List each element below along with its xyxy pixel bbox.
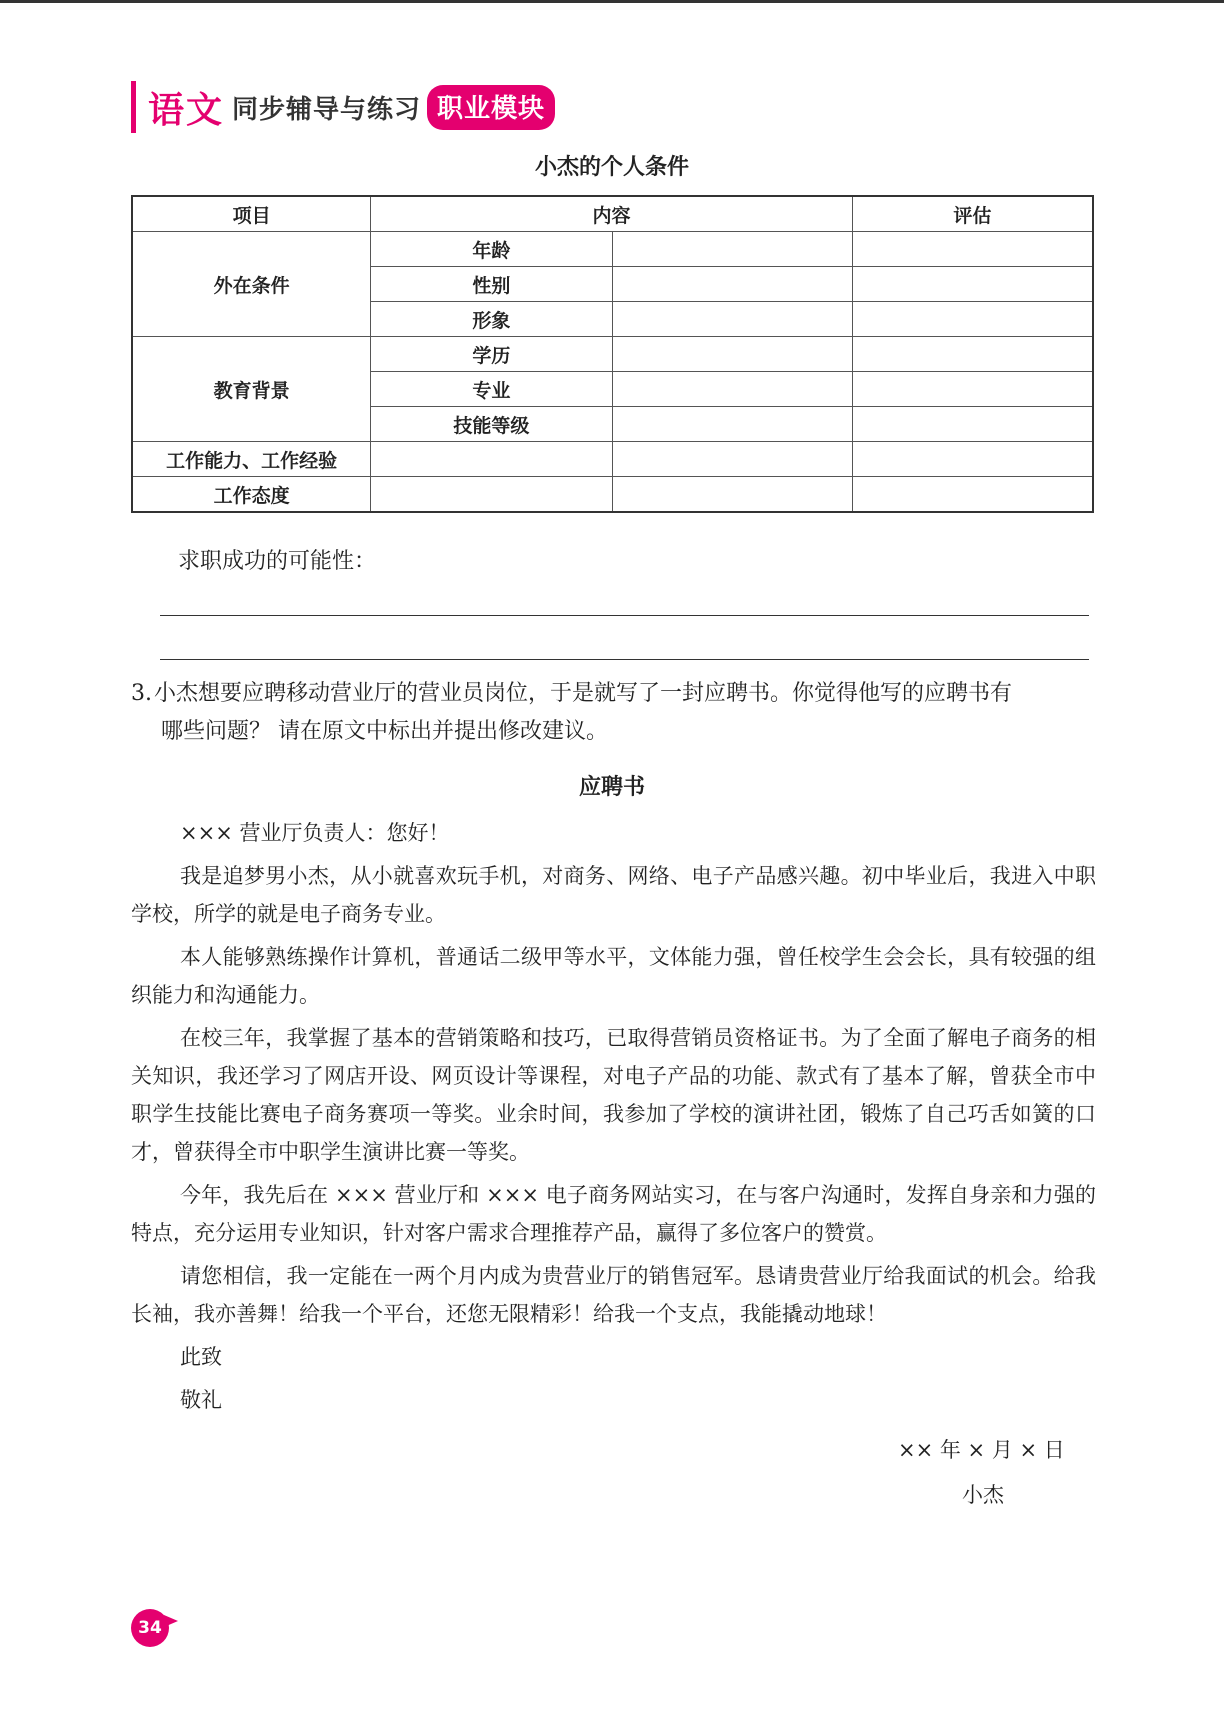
blank-cell [612, 372, 852, 407]
letter-paragraph: 本人能够熟练操作计算机，普通话二级甲等水平，文体能力强，曾任校学生会会长，具有较强的组织能力和沟通能力。 [131, 945, 1096, 1007]
question-line-2: 哪些问题？ 请在原文中标出并提出修改建议。 [161, 719, 608, 744]
category-cell: 工作态度 [132, 477, 371, 513]
evaluation-cell [852, 372, 1093, 407]
header-subject: 语文 [148, 89, 225, 131]
letter-signature: 小杰 [962, 1483, 1004, 1507]
item-cell: 技能等级 [371, 407, 612, 442]
question-3 [131, 675, 1096, 751]
header-evaluation: 评估 [852, 196, 1093, 232]
letter-paragraph: 我是追梦男小杰，从小就喜欢玩手机，对商务、网络、电子产品感兴趣。初中毕业后，我进入中职学校，所学的就是电子商务专业。 [131, 864, 1096, 926]
blank-cell [612, 442, 852, 477]
success-prompt: 求职成功的可能性： [178, 549, 377, 574]
table-row [132, 232, 1093, 267]
letter-closing-1: 此致 [180, 1345, 222, 1369]
letter-salutation: ××× 营业厅负责人：您好！ [180, 821, 450, 845]
answer-line-1[interactable] [160, 615, 1089, 616]
item-cell: 形象 [371, 302, 612, 337]
evaluation-cell [852, 337, 1093, 372]
evaluation-cell [852, 267, 1093, 302]
header-item: 项目 [132, 196, 371, 232]
question-number: 3. [131, 681, 152, 706]
question-line-1 [131, 675, 1096, 713]
blank-cell [371, 442, 612, 477]
letter-date: ×× 年 × 月 × 日 [898, 1438, 1065, 1462]
blank-cell [612, 407, 852, 442]
application-letter [131, 814, 1096, 1424]
table-row [132, 477, 1093, 513]
question-text: 小杰想要应聘移动营业厅的营业员岗位，于是就写了一封应聘书。你觉得他写的应聘书有 [154, 681, 1013, 706]
category-cell: 外在条件 [132, 232, 371, 337]
letter-paragraph: 请您相信，我一定能在一两个月内成为贵营业厅的销售冠军。恳请贵营业厅给我面试的机会。给我长袖，我亦善舞！给我一个平台，还您无限精彩！给我一个支点，我能撬动地球！ [131, 1264, 1096, 1326]
letter-title: 应聘书 [578, 775, 645, 800]
blank-cell [612, 302, 852, 337]
blank-cell [371, 477, 612, 513]
header-accent-bar [131, 81, 136, 133]
header-subtitle: 同步辅导与练习 [232, 94, 422, 125]
table-row [132, 442, 1093, 477]
page-header [131, 82, 555, 132]
header-content: 内容 [371, 196, 852, 232]
evaluation-cell [852, 442, 1093, 477]
table-row [132, 337, 1093, 372]
evaluation-cell [852, 477, 1093, 513]
item-cell: 专业 [371, 372, 612, 407]
blank-cell [612, 477, 852, 513]
letter-paragraph: 在校三年，我掌握了基本的营销策略和技巧，已取得营销员资格证书。为了全面了解电子商务的相关知识，我还学习了网店开设、网页设计等课程，对电子产品的功能、款式有了基本了解，曾获全市中职学生技能比赛电子商务赛项一等奖。业余时间，我参加了学校的演讲社团，锻炼了自己巧舌如簧的口才，曾获得全市中职学生演讲比赛一等奖。 [131, 1026, 1096, 1164]
item-cell: 学历 [371, 337, 612, 372]
category-cell: 教育背景 [132, 337, 371, 442]
page-number: 34 [131, 1609, 169, 1647]
blank-cell [612, 337, 852, 372]
answer-line-2[interactable] [160, 659, 1089, 660]
table-header-row [132, 196, 1093, 232]
table-title: 小杰的个人条件 [534, 155, 689, 180]
evaluation-cell [852, 232, 1093, 267]
blank-cell [612, 232, 852, 267]
header-badge: 职业模块 [427, 85, 555, 130]
evaluation-cell [852, 407, 1093, 442]
letter-closing-2: 敬礼 [180, 1388, 222, 1412]
top-rule [0, 0, 1224, 3]
letter-paragraph: 今年，我先后在 ××× 营业厅和 ××× 电子商务网站实习，在与客户沟通时，发挥自身亲和力强的特点，充分运用专业知识，针对客户需求合理推荐产品，赢得了多位客户的赞赏。 [131, 1183, 1096, 1245]
evaluation-cell [852, 302, 1093, 337]
item-cell: 性别 [371, 267, 612, 302]
blank-cell [612, 267, 852, 302]
item-cell: 年龄 [371, 232, 612, 267]
category-cell: 工作能力、工作经验 [132, 442, 371, 477]
conditions-table [131, 195, 1094, 513]
